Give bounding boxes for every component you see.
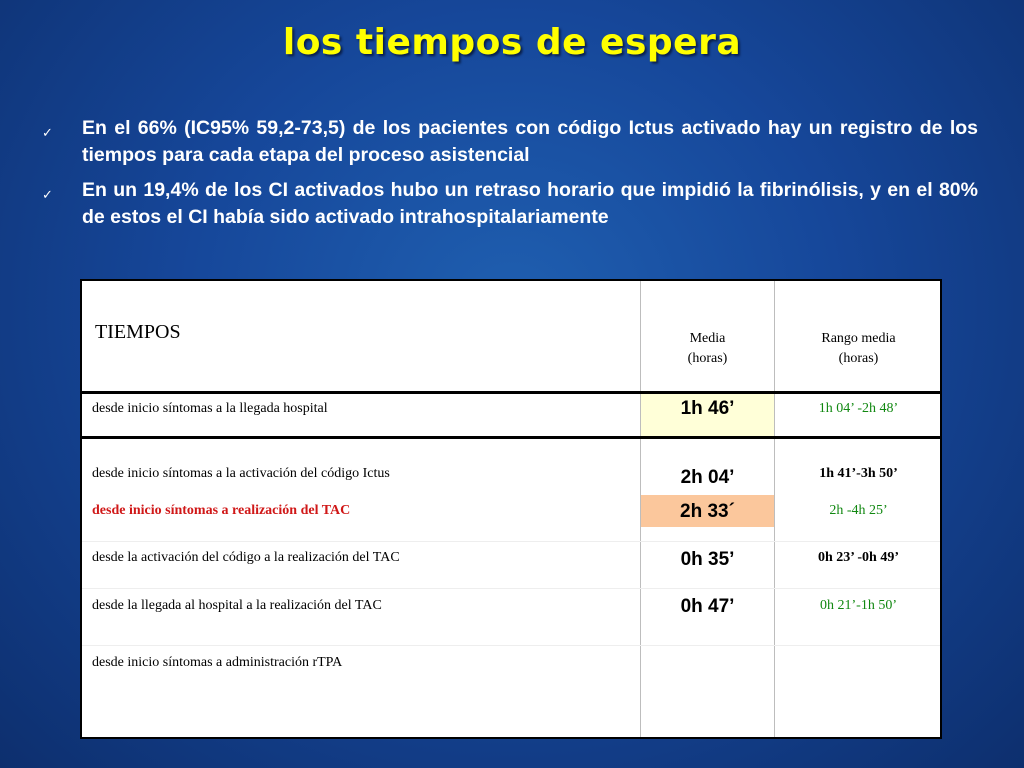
header-media-label: Media [689, 331, 726, 346]
table-row-media: 0h 35’ [680, 549, 735, 570]
table-row-media: 0h 47’ [680, 596, 735, 617]
bullet-item [42, 115, 978, 169]
table-row-rango: 0h 23’ -0h 49’ [817, 550, 900, 565]
times-table [80, 279, 942, 739]
table-row-rango: 2h -4h 25’ [829, 503, 888, 518]
row-divider [82, 645, 940, 646]
bullet-list [42, 115, 978, 239]
slide-title: los tiempos de espera [282, 22, 742, 63]
header-rango-unit: (horas) [838, 351, 879, 366]
table-row-media: 1h 46’ [680, 398, 735, 419]
row-divider [82, 588, 940, 589]
table-row-label: desde inicio síntomas a realización del TAC [92, 503, 351, 518]
table-row-label: desde inicio síntomas a la llegada hospital [92, 401, 328, 416]
bullet-item [42, 177, 978, 231]
table-row-media: 2h 04’ [680, 467, 735, 488]
table-row-label: desde inicio síntomas a la activación del código Ictus [92, 466, 390, 481]
header-media-unit: (horas) [687, 351, 728, 366]
table-row-label: desde inicio síntomas a administración rTPA [92, 655, 343, 670]
table-row-rango: 1h 04’ -2h 48’ [818, 401, 899, 416]
checkmark-icon: ✓ [42, 125, 53, 140]
row-divider [82, 391, 940, 394]
checkmark-icon: ✓ [42, 187, 53, 202]
header-rango [775, 329, 942, 369]
table-row-label: desde la activación del código a la realización del TAC [92, 550, 400, 565]
bullet-text: En un 19,4% de los CI activados hubo un retraso horario que impidió la fibrinólisis, y en el 80% de estos el CI había sido activado intrahospitalariamente [82, 179, 978, 228]
header-media [641, 329, 774, 369]
header-rango-label: Rango media [821, 331, 896, 346]
row-divider [82, 541, 940, 542]
table-row-rango: 1h 41’-3h 50’ [819, 466, 898, 481]
bullet-text: En el 66% (IC95% 59,2-73,5) de los pacientes con código Ictus activado hay un registro de los tiempos para cada etapa del proceso asistencial [82, 117, 978, 166]
table-row-label: desde la llegada al hospital a la realización del TAC [92, 598, 382, 613]
row-divider [82, 436, 940, 439]
table-row-rango: 0h 21’-1h 50’ [820, 598, 897, 613]
header-tiempos: TIEMPOS [95, 321, 181, 343]
table-row-media: 2h 33´ [680, 501, 735, 522]
